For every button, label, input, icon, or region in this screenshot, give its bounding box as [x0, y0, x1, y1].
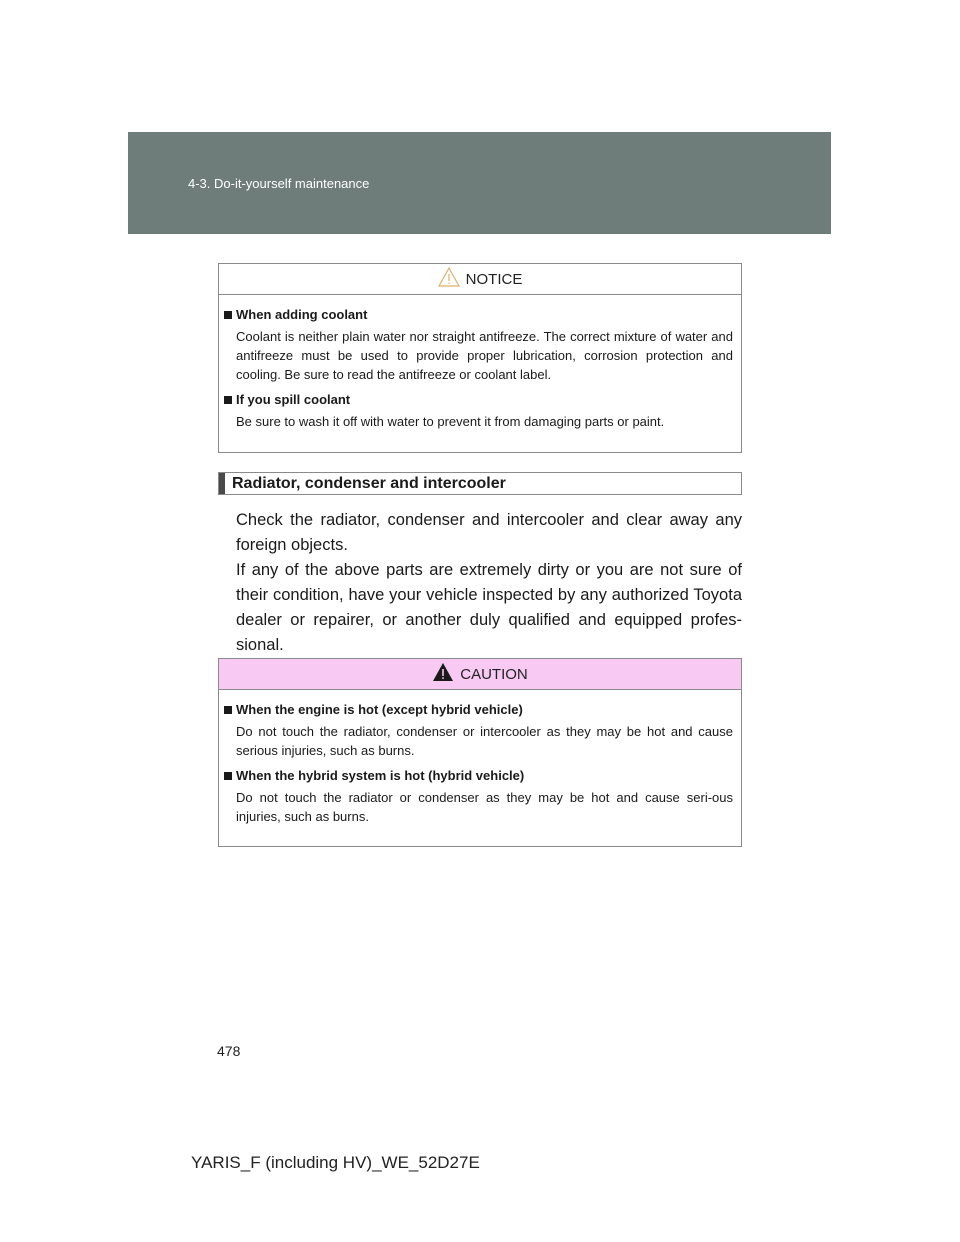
square-bullet-icon [224, 396, 232, 404]
caution-title: CAUTION [460, 665, 528, 683]
section-body [236, 508, 742, 658]
notice-header [219, 264, 741, 295]
notice-item-text: Coolant is neither plain water nor straight antifreeze. The correct mixture of water and antifreeze must be used to provide proper lubrication, corrosion protection and cooling. Be sure to read the antifreeze or coolant label. [236, 329, 733, 382]
caution-item-heading: When the hybrid system is hot (hybrid vehicle) [236, 768, 525, 783]
square-bullet-icon [224, 772, 232, 780]
caution-item [225, 702, 735, 760]
caution-item [225, 768, 735, 826]
notice-title: NOTICE [465, 270, 523, 288]
caution-item-heading: When the engine is hot (except hybrid vehicle) [236, 702, 523, 717]
header-band [128, 132, 831, 234]
caution-item-text: Do not touch the radiator, condenser or intercooler as they may be hot and cause serious injuries, such as burns. [236, 724, 733, 758]
warning-outline-icon [438, 267, 460, 291]
notice-item-heading: If you spill coolant [236, 392, 351, 407]
caution-header [219, 659, 741, 690]
square-bullet-icon [224, 706, 232, 714]
body-paragraph: Check the radiator, condenser and intercooler and clear away any foreign objects. [236, 511, 742, 554]
section-heading-bar [218, 472, 742, 495]
section-heading: Radiator, condenser and intercooler [232, 474, 506, 492]
notice-item [225, 307, 735, 384]
notice-item-text: Be sure to wash it off with water to prevent it from damaging parts or paint. [236, 414, 665, 429]
notice-body [219, 295, 741, 431]
heading-marker [219, 473, 225, 494]
footer-doc-id: YARIS_F (including HV)_WE_52D27E [191, 1153, 480, 1172]
body-paragraph: If any of the above parts are extremely dirty or you are not sure of their condition, have your vehicle inspected by any authorized Toyota dealer or repairer, or another duly qualified and equipped profes-sional. [236, 561, 742, 654]
notice-item [225, 392, 735, 431]
square-bullet-icon [224, 311, 232, 319]
notice-item-heading: When adding coolant [236, 307, 368, 322]
caution-item-text: Do not touch the radiator or condenser as they may be hot and cause seri-ous injuries, such as burns. [236, 790, 733, 824]
page-number: 478 [217, 1043, 241, 1059]
caution-body [219, 690, 741, 826]
warning-filled-icon [432, 662, 454, 686]
caution-box [218, 658, 742, 847]
notice-box [218, 263, 742, 453]
section-label: 4-3. Do-it-yourself maintenance [188, 176, 370, 191]
